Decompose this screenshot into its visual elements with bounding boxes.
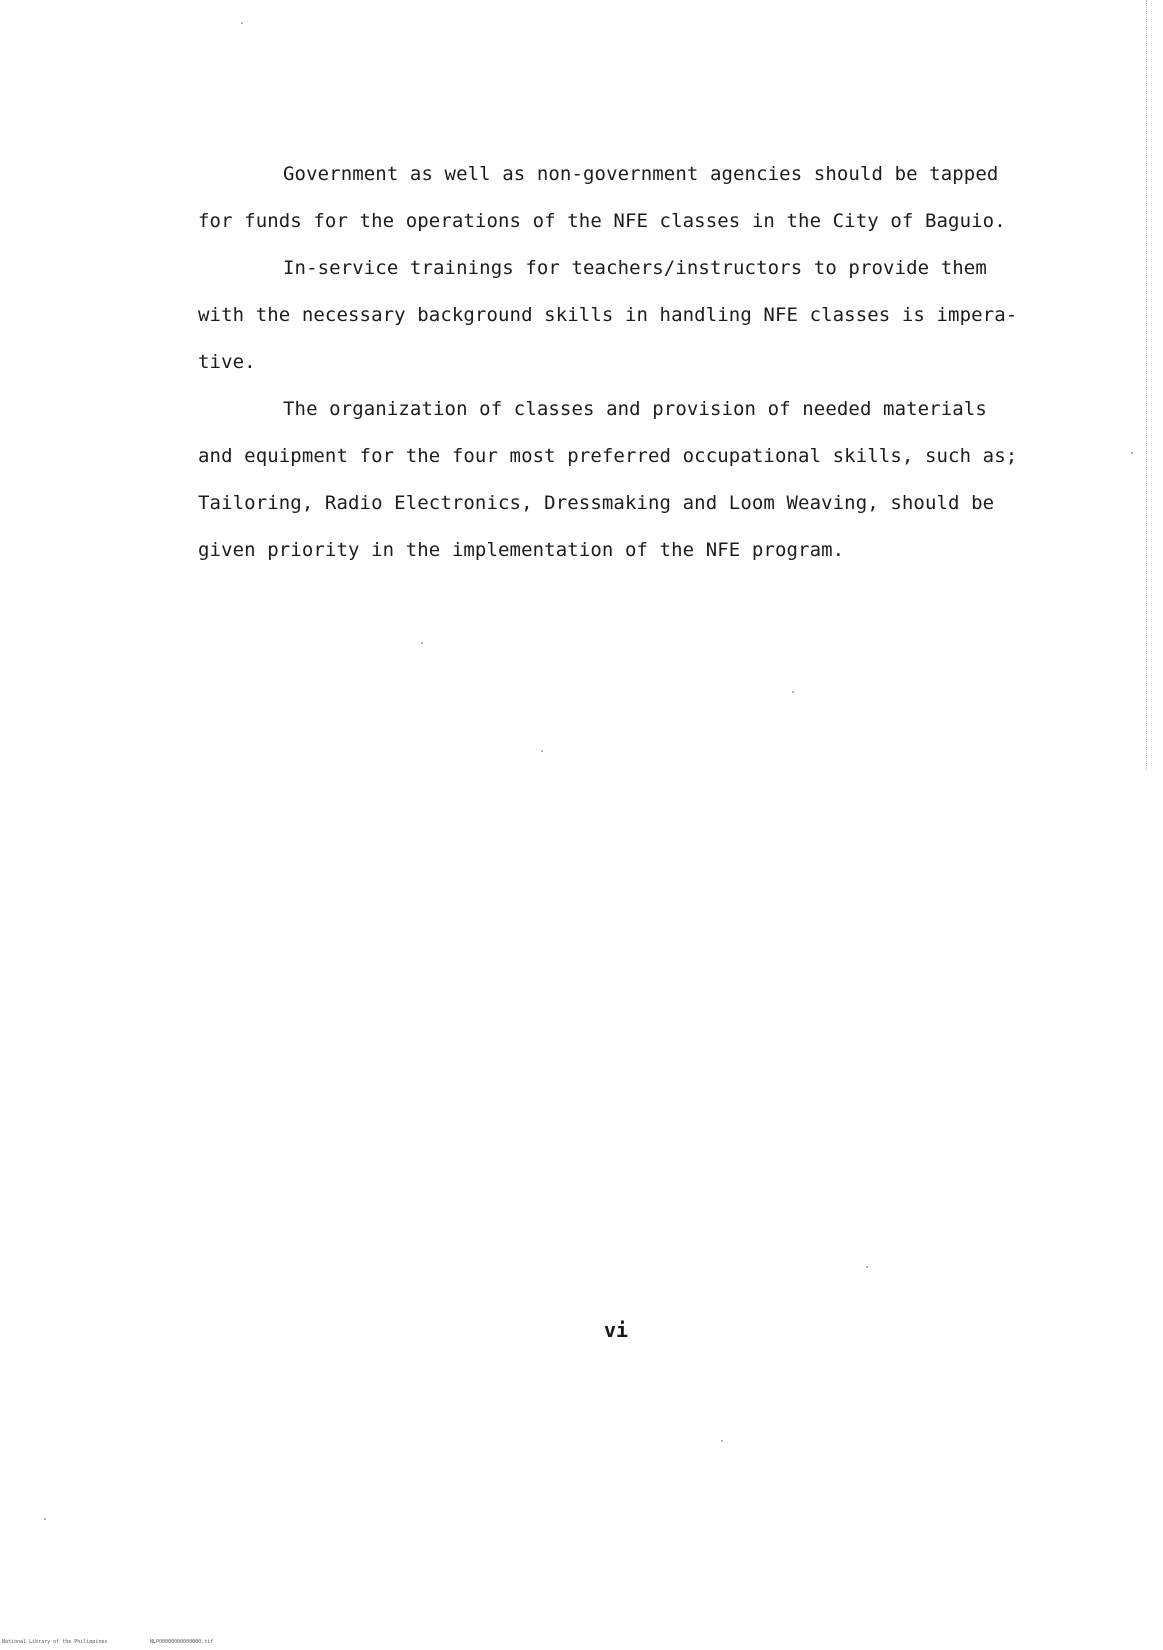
scan-speck <box>421 642 423 644</box>
text-line-9: given priority in the implementation of the NFE program. <box>198 539 845 561</box>
scan-speck <box>44 1518 46 1520</box>
text-line-8: Tailoring, Radio Electronics, Dressmaking and Loom Weaving, should be <box>198 492 995 514</box>
text-line-4: with the necessary background skills in handling NFE classes is impera- <box>198 304 1018 326</box>
scan-speck <box>792 691 794 693</box>
scan-speck <box>721 1440 723 1442</box>
text-line-6: The organization of classes and provision of needed materials <box>283 398 987 420</box>
footer-library-text: National Library of the Philippines <box>2 1639 108 1645</box>
text-line-2: for funds for the operations of the NFE classes in the City of Baguio. <box>198 210 1006 232</box>
page-number: vi <box>604 1318 629 1342</box>
scan-speck <box>866 1266 868 1268</box>
scan-speck <box>541 750 543 752</box>
text-line-1: Government as well as non-government agencies should be tapped <box>283 163 999 185</box>
scan-edge <box>1146 0 1149 770</box>
text-line-5: tive. <box>198 351 256 373</box>
text-line-7: and equipment for the four most preferred occupational skills, such as; <box>198 445 1018 467</box>
text-line-3: In-service trainings for teachers/instructors to provide them <box>283 257 987 279</box>
scan-speck <box>241 22 243 24</box>
scan-speck <box>1131 452 1133 454</box>
footer-file-text: NLP00000000000000.tif <box>150 1639 214 1645</box>
